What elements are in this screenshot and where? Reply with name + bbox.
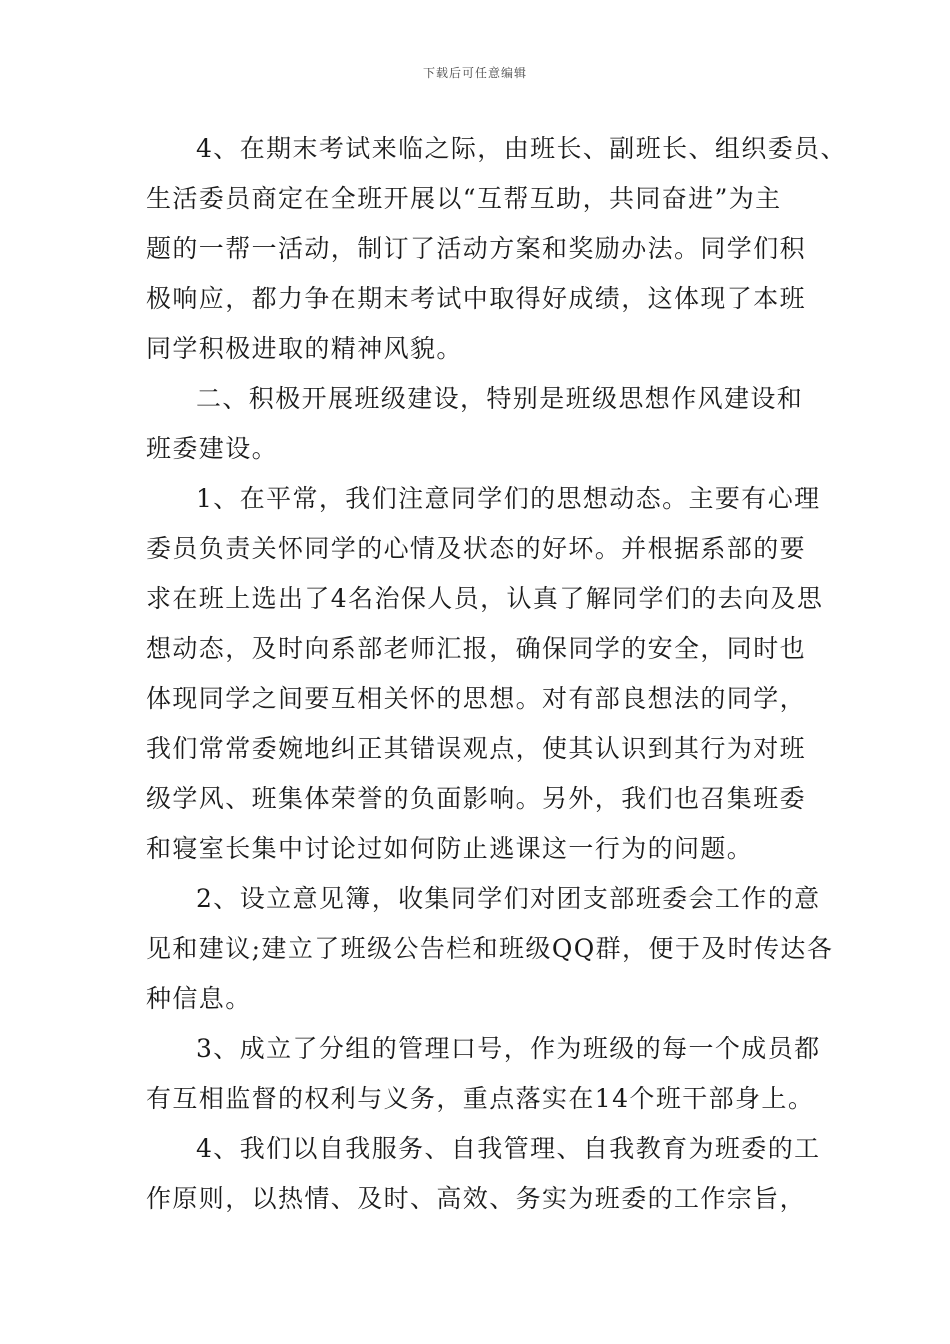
- text-line: 题的一帮一活动，制订了活动方案和奖励办法。同学们积: [146, 234, 807, 263]
- text-line: 级学风、班集体荣誉的负面影响。另外，我们也召集班委: [146, 784, 807, 813]
- text-line: 2、设立意见簿，收集同学们对团支部班委会工作的意: [196, 884, 821, 913]
- document-body: [146, 124, 847, 1224]
- text-line: 生活委员商定在全班开展以“互帮互助，共同奋进”为主: [146, 184, 782, 213]
- text-line: 和寝室长集中讨论过如何防止逃课这一行为的问题。: [146, 834, 754, 863]
- text-line: 作原则，以热情、及时、高效、务实为班委的工作宗旨，: [146, 1184, 807, 1213]
- section-heading-line: 二、积极开展班级建设，特别是班级思想作风建设和: [196, 384, 804, 413]
- text-line: 我们常常委婉地纠正其错误观点，使其认识到其行为对班: [146, 734, 807, 763]
- text-line: 同学积极进取的精神风貌。: [146, 334, 463, 363]
- text-line: 4、我们以自我服务、自我管理、自我教育为班委的工: [196, 1134, 821, 1163]
- text-line: 1、在平常，我们注意同学们的思想动态。主要有心理: [196, 484, 821, 513]
- text-line: 有互相监督的权利与义务，重点落实在14个班干部身上。: [146, 1084, 815, 1113]
- text-line: 种信息。: [146, 984, 252, 1013]
- text-line: 体现同学之间要互相关怀的思想。对有部良想法的同学，: [146, 684, 807, 713]
- text-line: 委员负责关怀同学的心情及状态的好坏。并根据系部的要: [146, 534, 807, 563]
- section-heading-line: 班委建设。: [146, 434, 279, 463]
- text-line: 求在班上选出了4名治保人员，认真了解同学们的去向及思: [146, 584, 824, 613]
- header-note: 下载后可任意编辑: [422, 66, 527, 80]
- text-line: 极响应，都力争在期末考试中取得好成绩，这体现了本班: [146, 284, 807, 313]
- text-line: 想动态，及时向系部老师汇报，确保同学的安全，同时也: [146, 634, 807, 663]
- text-line: 4、在期末考试来临之际，由班长、副班长、组织委员、: [196, 134, 847, 163]
- text-line: 3、成立了分组的管理口号，作为班级的每一个成员都: [196, 1034, 821, 1063]
- text-line: 见和建议;建立了班级公告栏和班级QQ群，便于及时传达各: [146, 934, 834, 963]
